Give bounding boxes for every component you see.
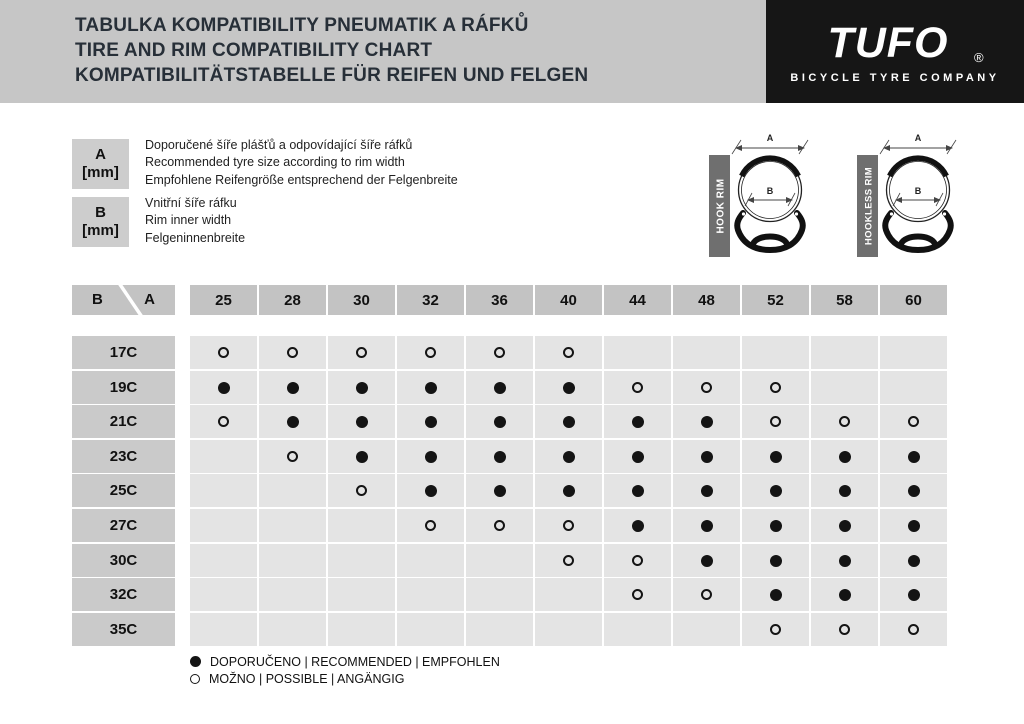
column-header-48: 48: [673, 285, 740, 315]
cell-23C-58: [811, 440, 878, 473]
possible-dot-icon: [770, 416, 781, 427]
hookless-rim-label: HOOKLESS RIM: [863, 166, 875, 246]
column-header-58: 58: [811, 285, 878, 315]
recommended-dot-icon: [190, 656, 201, 667]
hook-rim-label: HOOK RIM: [715, 178, 727, 234]
possible-dot-icon: [356, 347, 367, 358]
recommended-dot-icon: [563, 485, 575, 497]
cell-30C-48: [673, 544, 740, 577]
dim-b-label: B: [766, 186, 774, 196]
cell-32C-32: [397, 578, 464, 611]
recommended-dot-icon: [701, 416, 713, 428]
key-b-line-czech: Vnitřní šíře ráfku: [145, 196, 237, 210]
cell-35C-30: [328, 613, 395, 646]
cell-35C-40: [535, 613, 602, 646]
key-b-unit: [mm]: [82, 222, 119, 239]
key-b-line-english: Rim inner width: [145, 213, 232, 228]
cell-17C-48: [673, 336, 740, 369]
recommended-dot-icon: [908, 589, 920, 601]
cell-23C-40: [535, 440, 602, 473]
possible-dot-icon: [632, 382, 643, 393]
possible-dot-icon: [563, 555, 574, 566]
recommended-dot-icon: [632, 451, 644, 463]
cell-27C-32: [397, 509, 464, 542]
cell-23C-52: [742, 440, 809, 473]
cell-25C-30: [328, 474, 395, 507]
cell-17C-44: [604, 336, 671, 369]
recommended-dot-icon: [356, 416, 368, 428]
cell-35C-52: [742, 613, 809, 646]
row-label-25C: 25C: [72, 474, 175, 507]
cell-21C-28: [259, 405, 326, 438]
column-header-25: 25: [190, 285, 257, 315]
recommended-dot-icon: [908, 451, 920, 463]
cell-32C-40: [535, 578, 602, 611]
cell-17C-28: [259, 336, 326, 369]
possible-dot-icon: [563, 520, 574, 531]
legend-possible-row: [190, 670, 500, 687]
recommended-dot-icon: [632, 485, 644, 497]
recommended-dot-icon: [908, 555, 920, 567]
recommended-dot-icon: [770, 485, 782, 497]
key-a-line-english: Recommended tyre size according to rim width: [145, 155, 405, 170]
recommended-dot-icon: [287, 416, 299, 428]
cell-30C-28: [259, 544, 326, 577]
recommended-dot-icon: [701, 451, 713, 463]
cell-19C-36: [466, 371, 533, 404]
cell-30C-25: [190, 544, 257, 577]
possible-dot-icon: [770, 382, 781, 393]
row-label-21C: 21C: [72, 405, 175, 438]
legend-possible-label: MOŽNO | POSSIBLE | ANGÄNGIG: [209, 671, 405, 686]
cell-35C-36: [466, 613, 533, 646]
possible-dot-icon: [701, 589, 712, 600]
possible-dot-icon: [839, 416, 850, 427]
row-label-30C: 30C: [72, 544, 175, 577]
recommended-dot-icon: [287, 382, 299, 394]
possible-dot-icon: [356, 485, 367, 496]
cell-21C-32: [397, 405, 464, 438]
recommended-dot-icon: [839, 589, 851, 601]
recommended-dot-icon: [494, 416, 506, 428]
possible-dot-icon: [770, 624, 781, 635]
cell-35C-44: [604, 613, 671, 646]
cell-23C-28: [259, 440, 326, 473]
cell-21C-52: [742, 405, 809, 438]
cell-23C-60: [880, 440, 947, 473]
dim-a-label: A: [766, 133, 774, 143]
key-b-line-german: Felgeninnenbreite: [145, 230, 246, 245]
cell-32C-44: [604, 578, 671, 611]
cell-21C-60: [880, 405, 947, 438]
title-line-english: TIRE AND RIM COMPATIBILITY CHART: [75, 40, 433, 61]
recommended-dot-icon: [770, 451, 782, 463]
recommended-dot-icon: [839, 451, 851, 463]
possible-dot-icon: [425, 347, 436, 358]
cell-35C-58: [811, 613, 878, 646]
cell-21C-48: [673, 405, 740, 438]
recommended-dot-icon: [356, 382, 368, 394]
cell-32C-60: [880, 578, 947, 611]
cell-35C-32: [397, 613, 464, 646]
title-line-german: KOMPATIBILITÄTSTABELLE FÜR REIFEN UND FELGEN: [75, 65, 589, 86]
cell-19C-40: [535, 371, 602, 404]
cell-21C-30: [328, 405, 395, 438]
row-label-17C: 17C: [72, 336, 175, 369]
cell-21C-44: [604, 405, 671, 438]
row-label-19C: 19C: [72, 371, 175, 404]
cell-25C-25: [190, 474, 257, 507]
cell-23C-48: [673, 440, 740, 473]
possible-dot-icon: [218, 347, 229, 358]
recommended-dot-icon: [908, 485, 920, 497]
cell-27C-25: [190, 509, 257, 542]
column-header-52: 52: [742, 285, 809, 315]
key-a-symbol: A: [95, 146, 106, 163]
cell-35C-28: [259, 613, 326, 646]
cell-25C-52: [742, 474, 809, 507]
cell-30C-44: [604, 544, 671, 577]
cell-23C-32: [397, 440, 464, 473]
column-header-44: 44: [604, 285, 671, 315]
recommended-dot-icon: [839, 555, 851, 567]
possible-dot-icon: [701, 382, 712, 393]
possible-dot-icon: [908, 416, 919, 427]
possible-dot-icon: [632, 589, 643, 600]
cell-32C-58: [811, 578, 878, 611]
recommended-dot-icon: [770, 589, 782, 601]
cell-25C-60: [880, 474, 947, 507]
row-label-32C: 32C: [72, 578, 175, 611]
corner-cell: [72, 285, 175, 315]
cell-23C-36: [466, 440, 533, 473]
row-label-23C: 23C: [72, 440, 175, 473]
cell-32C-52: [742, 578, 809, 611]
cell-19C-25: [190, 371, 257, 404]
column-header-36: 36: [466, 285, 533, 315]
cell-27C-30: [328, 509, 395, 542]
recommended-dot-icon: [494, 451, 506, 463]
recommended-dot-icon: [839, 520, 851, 532]
cell-25C-44: [604, 474, 671, 507]
cell-17C-40: [535, 336, 602, 369]
possible-dot-icon: [287, 451, 298, 462]
recommended-dot-icon: [701, 520, 713, 532]
possible-dot-icon: [287, 347, 298, 358]
cell-19C-60: [880, 371, 947, 404]
column-header-30: 30: [328, 285, 395, 315]
recommended-dot-icon: [563, 451, 575, 463]
symbol-legend: [190, 653, 500, 687]
registered-mark-icon: ®: [974, 50, 984, 65]
cell-32C-25: [190, 578, 257, 611]
cell-17C-30: [328, 336, 395, 369]
row-label-27C: 27C: [72, 509, 175, 542]
row-label-35C: 35C: [72, 613, 175, 646]
diagonal-divider-icon: [72, 285, 175, 315]
column-header-32: 32: [397, 285, 464, 315]
logo-tagline: BICYCLE TYRE COMPANY: [790, 72, 1000, 84]
legend-recommended-row: [190, 653, 500, 670]
key-a-unit: [mm]: [82, 164, 119, 181]
possible-dot-icon: [563, 347, 574, 358]
cell-25C-36: [466, 474, 533, 507]
cell-19C-58: [811, 371, 878, 404]
cell-27C-48: [673, 509, 740, 542]
cell-32C-48: [673, 578, 740, 611]
cell-19C-28: [259, 371, 326, 404]
cell-27C-40: [535, 509, 602, 542]
key-a-line-czech: Doporučené šíře plášťů a odpovídající šíře ráfků: [145, 138, 413, 152]
possible-dot-icon: [908, 624, 919, 635]
cell-25C-58: [811, 474, 878, 507]
cell-30C-60: [880, 544, 947, 577]
recommended-dot-icon: [701, 555, 713, 567]
recommended-dot-icon: [632, 416, 644, 428]
cell-21C-58: [811, 405, 878, 438]
column-header-28: 28: [259, 285, 326, 315]
recommended-dot-icon: [701, 485, 713, 497]
recommended-dot-icon: [356, 451, 368, 463]
cell-32C-28: [259, 578, 326, 611]
logo-wordmark: TUFO: [827, 19, 949, 67]
column-header-60: 60: [880, 285, 947, 315]
recommended-dot-icon: [425, 485, 437, 497]
cell-30C-58: [811, 544, 878, 577]
possible-dot-icon: [839, 624, 850, 635]
cell-23C-25: [190, 440, 257, 473]
cell-17C-36: [466, 336, 533, 369]
recommended-dot-icon: [770, 555, 782, 567]
cell-35C-60: [880, 613, 947, 646]
cell-35C-48: [673, 613, 740, 646]
column-header-40: 40: [535, 285, 602, 315]
cell-30C-36: [466, 544, 533, 577]
recommended-dot-icon: [563, 382, 575, 394]
cell-30C-40: [535, 544, 602, 577]
cell-17C-58: [811, 336, 878, 369]
legend-recommended-label: DOPORUČENO | RECOMMENDED | EMPFOHLEN: [210, 654, 500, 669]
cell-17C-52: [742, 336, 809, 369]
cell-27C-28: [259, 509, 326, 542]
cell-27C-52: [742, 509, 809, 542]
dim-a-label: A: [914, 133, 922, 143]
cell-19C-30: [328, 371, 395, 404]
cell-27C-36: [466, 509, 533, 542]
recommended-dot-icon: [425, 451, 437, 463]
cell-25C-32: [397, 474, 464, 507]
recommended-dot-icon: [425, 382, 437, 394]
cell-32C-30: [328, 578, 395, 611]
cell-21C-25: [190, 405, 257, 438]
cell-30C-30: [328, 544, 395, 577]
corner-col-axis: A: [144, 291, 155, 308]
cell-19C-44: [604, 371, 671, 404]
cell-27C-60: [880, 509, 947, 542]
cell-27C-44: [604, 509, 671, 542]
cell-35C-25: [190, 613, 257, 646]
cell-17C-25: [190, 336, 257, 369]
cell-19C-48: [673, 371, 740, 404]
cell-19C-32: [397, 371, 464, 404]
cell-25C-40: [535, 474, 602, 507]
possible-dot-icon: [425, 520, 436, 531]
cell-32C-36: [466, 578, 533, 611]
cell-30C-52: [742, 544, 809, 577]
possible-dot-icon: [632, 555, 643, 566]
possible-dot-icon: [218, 416, 229, 427]
recommended-dot-icon: [908, 520, 920, 532]
recommended-dot-icon: [632, 520, 644, 532]
cell-21C-36: [466, 405, 533, 438]
possible-dot-icon: [494, 520, 505, 531]
recommended-dot-icon: [563, 416, 575, 428]
cell-23C-30: [328, 440, 395, 473]
title-line-czech: TABULKA KOMPATIBILITY PNEUMATIK A RÁFKŮ: [75, 15, 529, 36]
dim-b-label: B: [914, 186, 922, 196]
cell-30C-32: [397, 544, 464, 577]
cell-25C-28: [259, 474, 326, 507]
cell-25C-48: [673, 474, 740, 507]
cell-17C-32: [397, 336, 464, 369]
recommended-dot-icon: [770, 520, 782, 532]
key-a-line-german: Empfohlene Reifengröße entsprechend der Felgenbreite: [145, 172, 458, 187]
cell-23C-44: [604, 440, 671, 473]
recommended-dot-icon: [218, 382, 230, 394]
possible-dot-icon: [190, 674, 200, 684]
cell-19C-52: [742, 371, 809, 404]
key-b-symbol: B: [95, 204, 106, 221]
corner-row-axis: B: [92, 291, 103, 308]
cell-27C-58: [811, 509, 878, 542]
recommended-dot-icon: [425, 416, 437, 428]
recommended-dot-icon: [494, 382, 506, 394]
cell-21C-40: [535, 405, 602, 438]
possible-dot-icon: [494, 347, 505, 358]
cell-17C-60: [880, 336, 947, 369]
recommended-dot-icon: [494, 485, 506, 497]
recommended-dot-icon: [839, 485, 851, 497]
